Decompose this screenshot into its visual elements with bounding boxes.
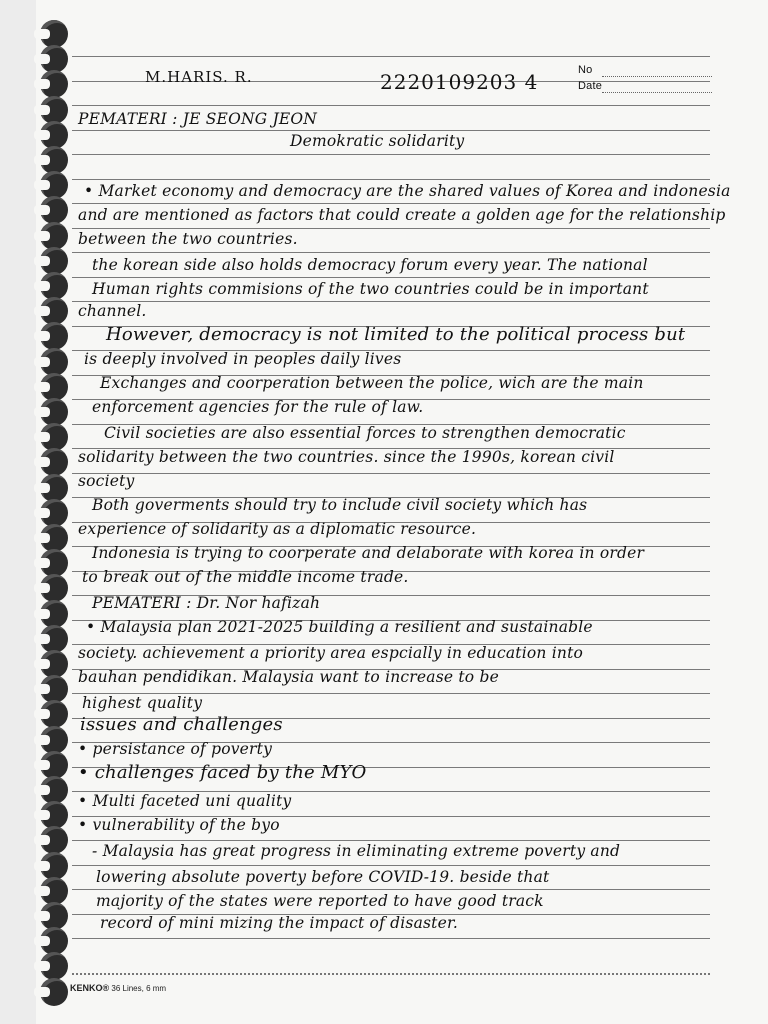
note-line: between the two countries. [78, 230, 298, 248]
page-edge [0, 0, 36, 1024]
binder-hole [40, 952, 68, 980]
note-line: Indonesia is trying to coorperate and delaborate with korea in order [92, 544, 645, 562]
ruled-line [72, 105, 710, 106]
binder-hole [40, 45, 68, 73]
notebook-brand [70, 983, 166, 993]
note-line: the korean side also holds democracy forum every year. The national [92, 256, 648, 274]
no-label: No [578, 64, 593, 76]
binder-hole [40, 826, 68, 854]
note-line: PEMATERI : JE SEONG JEON [78, 110, 318, 128]
ruled-line [72, 154, 710, 155]
note-line: • Malaysia plan 2021-2025 building a resilient and sustainable [86, 618, 593, 636]
bottom-dotted-rule [72, 973, 710, 975]
note-line: highest quality [82, 694, 203, 712]
date-label: Date [578, 80, 603, 92]
binder-holes [40, 20, 70, 1000]
note-line: PEMATERI : Dr. Nor hafizah [92, 594, 321, 612]
binder-hole [40, 751, 68, 779]
binder-hole [40, 96, 68, 124]
note-line: record of mini mizing the impact of disaster. [100, 914, 459, 932]
binder-hole [40, 272, 68, 300]
ruled-line [72, 56, 710, 57]
binder-hole [40, 247, 68, 275]
binder-hole [40, 297, 68, 325]
note-line: and are mentioned as factors that could create a golden age for the relationship [78, 206, 726, 224]
note-line: solidarity between the two countries. since the 1990s, korean civil [78, 448, 615, 466]
binder-hole [40, 902, 68, 930]
note-line: society. achievement a priority area espcially in education into [78, 644, 584, 662]
ruled-line [72, 301, 710, 302]
binder-hole [40, 70, 68, 98]
binder-hole [40, 600, 68, 628]
note-line: channel. [78, 302, 147, 320]
note-line: - Malaysia has great progress in eliminating extreme poverty and [92, 842, 621, 860]
ruled-line [72, 840, 710, 841]
binder-hole [40, 927, 68, 955]
binder-hole [40, 650, 68, 678]
binder-hole [40, 322, 68, 350]
note-line: • Multi faceted uni quality [78, 792, 292, 810]
binder-hole [40, 474, 68, 502]
binder-hole [40, 423, 68, 451]
ruled-line [72, 179, 710, 180]
note-line: experience of solidarity as a diplomatic resource. [78, 520, 477, 538]
ruled-line [72, 228, 710, 229]
note-line: • vulnerability of the byo [78, 816, 280, 834]
note-line: • Market economy and democracy are the shared values of Korea and indonesia [84, 182, 731, 200]
note-line: lowering absolute poverty before COVID-19. beside that [96, 868, 550, 886]
binder-hole [40, 20, 68, 48]
student-id: 2220109203 4 [380, 70, 539, 94]
note-line: bauhan pendidikan. Malaysia want to increase to be [78, 668, 499, 686]
note-line: Exchanges and coorperation between the police, wich are the main [100, 374, 644, 392]
ruled-line [72, 252, 710, 253]
binder-hole [40, 121, 68, 149]
brand-name: KENKO® [70, 983, 110, 993]
ruled-line [72, 203, 710, 204]
binder-hole [40, 877, 68, 905]
binder-hole [40, 398, 68, 426]
binder-hole [40, 171, 68, 199]
binder-hole [40, 499, 68, 527]
binder-hole [40, 852, 68, 880]
date-field-line [602, 92, 712, 93]
student-name: M.HARIS. R. [145, 68, 253, 86]
note-title: Demokratic solidarity [290, 132, 465, 150]
binder-hole [40, 978, 68, 1006]
note-line: • challenges faced by the MYO [78, 762, 367, 783]
binder-hole [40, 549, 68, 577]
note-line: majority of the states were reported to have good track [96, 892, 544, 910]
note-line: issues and challenges [80, 714, 283, 735]
binder-hole [40, 196, 68, 224]
brand-spec: 36 Lines, 6 mm [111, 984, 167, 993]
note-line: to break out of the middle income trade. [82, 568, 409, 586]
binder-hole [40, 801, 68, 829]
binder-hole [40, 222, 68, 250]
binder-hole [40, 348, 68, 376]
binder-hole [40, 625, 68, 653]
no-field-line [602, 76, 712, 77]
ruled-line [72, 473, 710, 474]
note-line: society [78, 472, 135, 490]
binder-hole [40, 146, 68, 174]
binder-hole [40, 574, 68, 602]
binder-hole [40, 675, 68, 703]
note-line: Human rights commisions of the two countries could be in important [92, 280, 649, 298]
binder-hole [40, 776, 68, 804]
ruled-line [72, 865, 710, 866]
ruled-line [72, 889, 710, 890]
note-line: is deeply involved in peoples daily lives [84, 350, 402, 368]
binder-hole [40, 448, 68, 476]
note-line: However, democracy is not limited to the political process but [106, 324, 686, 345]
binder-hole [40, 373, 68, 401]
note-line: Civil societies are also essential forces to strengthen democratic [104, 424, 626, 442]
ruled-line [72, 130, 710, 131]
note-line: Both goverments should try to include civil society which has [92, 496, 588, 514]
binder-hole [40, 726, 68, 754]
note-line: • persistance of poverty [78, 740, 273, 758]
binder-hole [40, 524, 68, 552]
ruled-line [72, 277, 710, 278]
note-line: enforcement agencies for the rule of law. [92, 398, 424, 416]
ruled-line [72, 938, 710, 939]
binder-hole [40, 700, 68, 728]
